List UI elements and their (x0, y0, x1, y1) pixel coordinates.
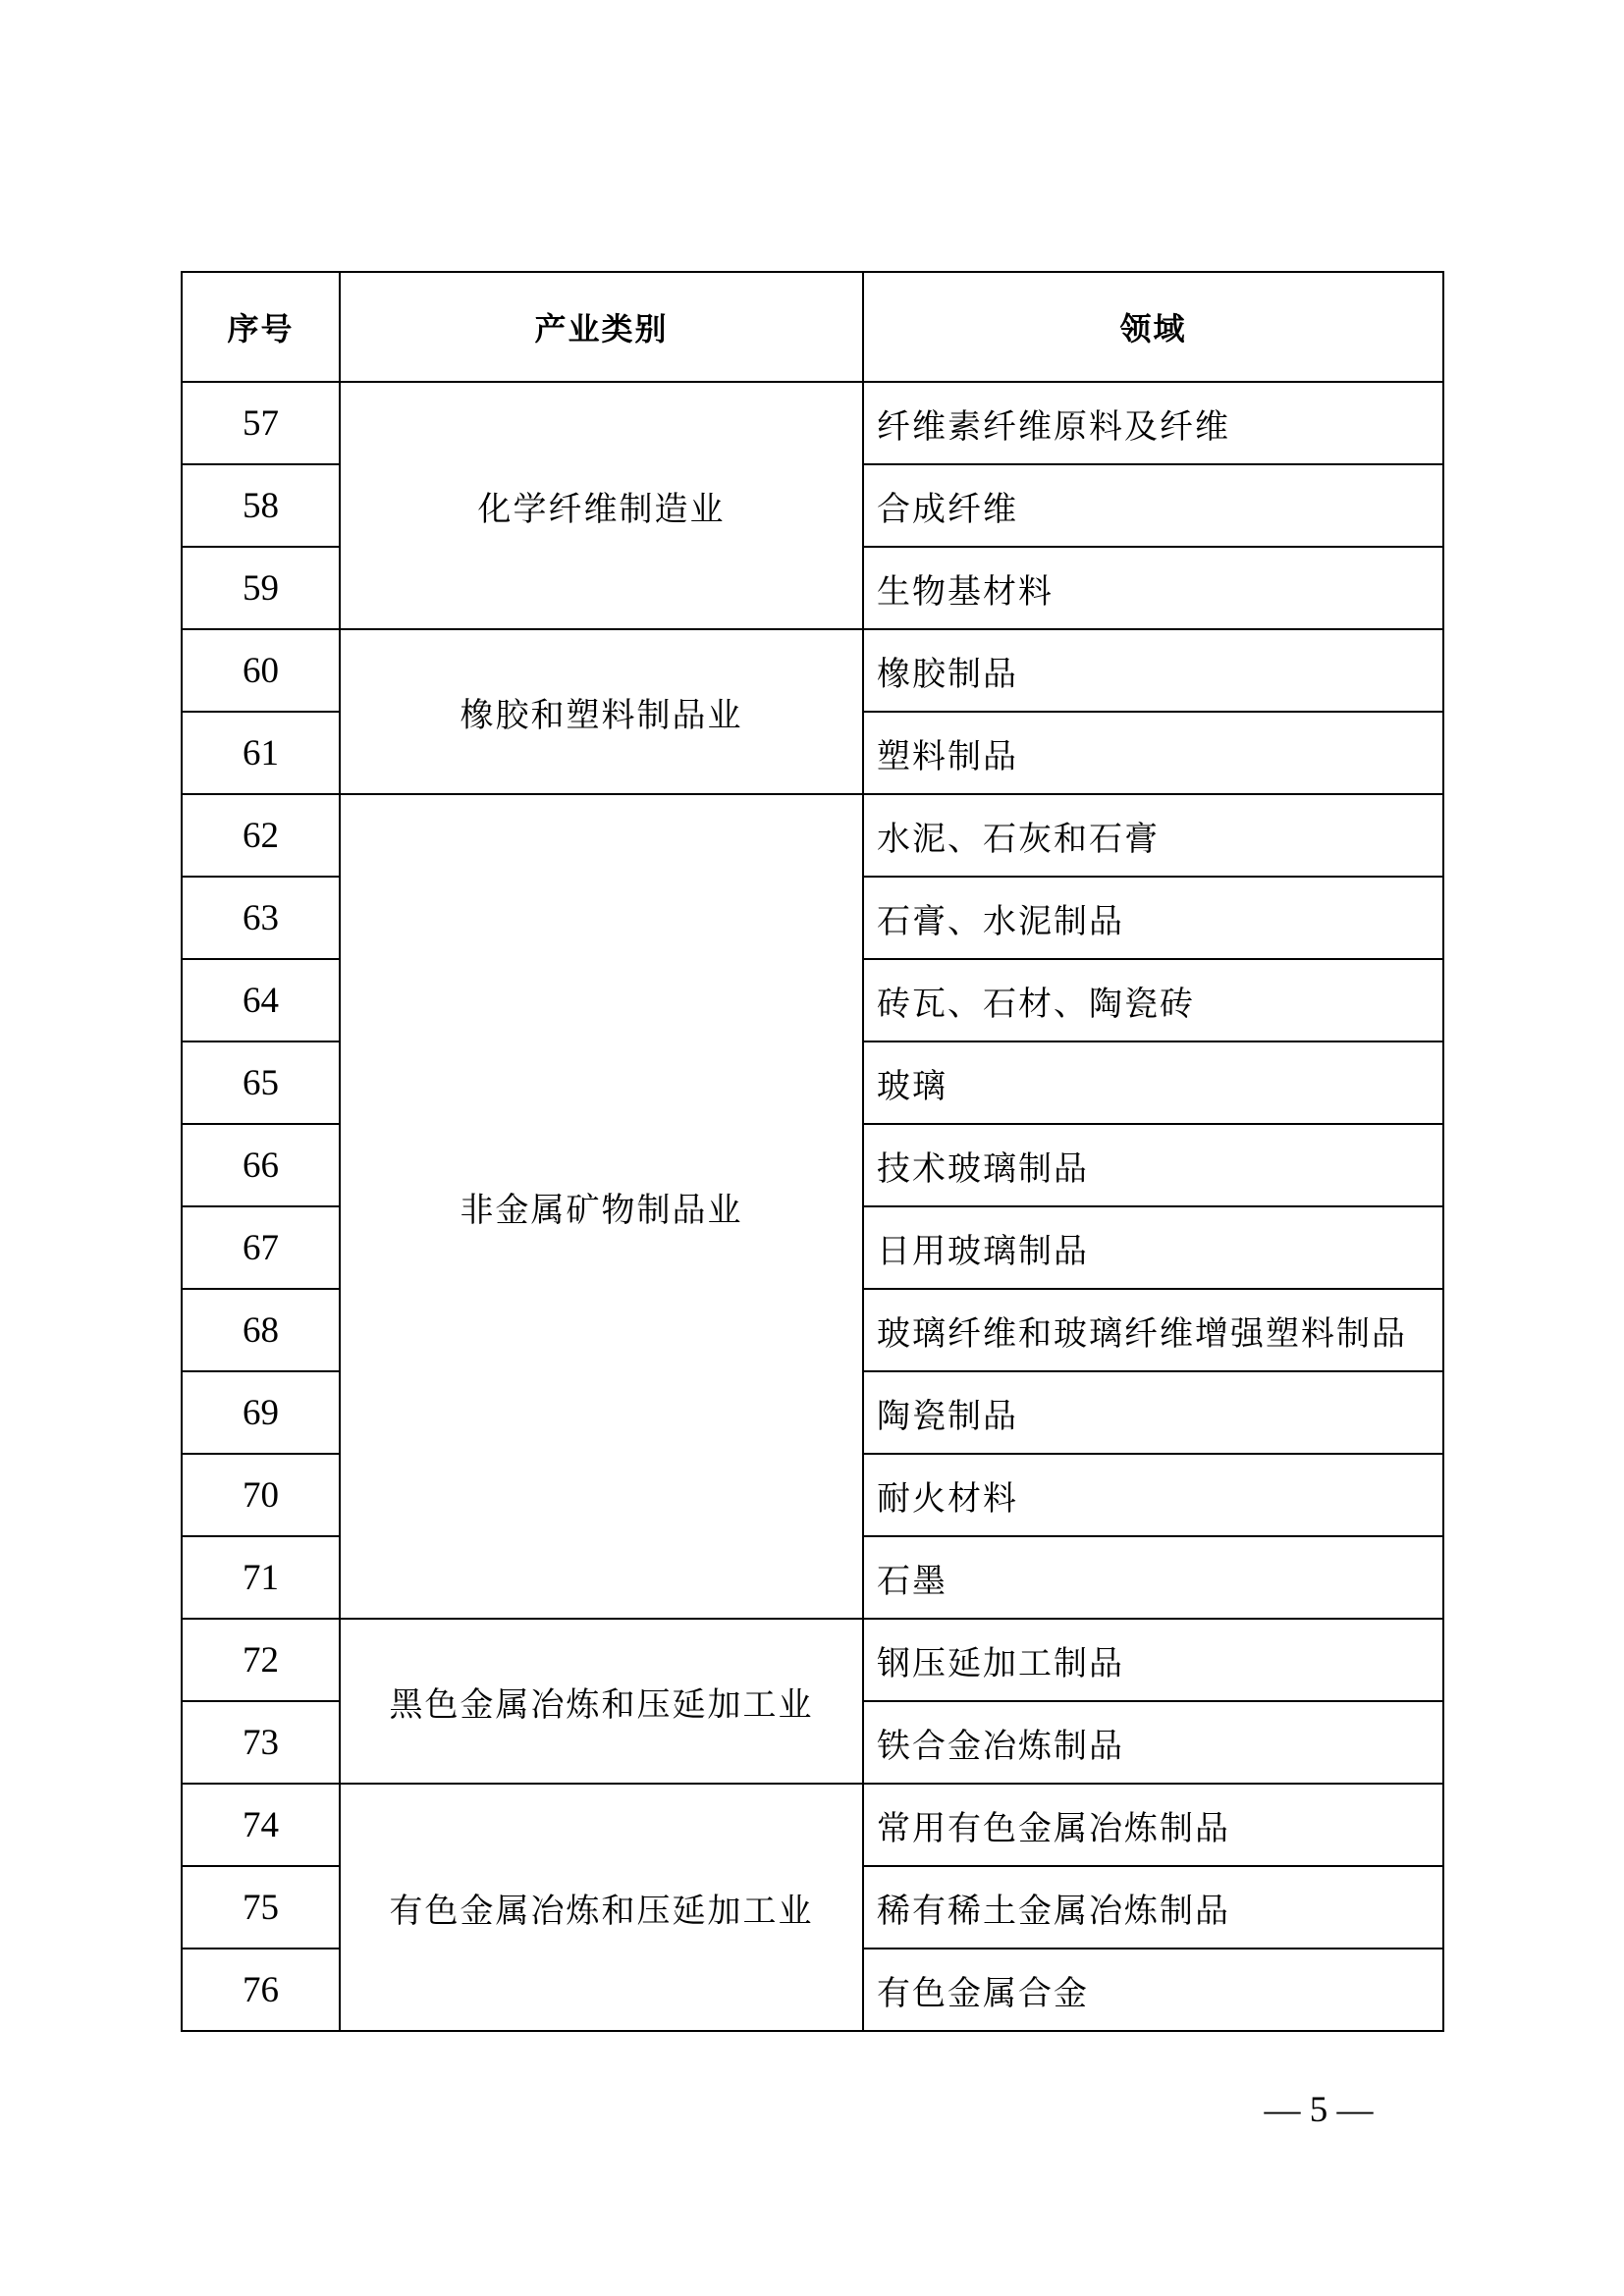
table-row (182, 1784, 1443, 1866)
row-number-cell: 63 (182, 877, 340, 959)
table-row (182, 794, 1443, 877)
field-cell: 玻璃纤维和玻璃纤维增强塑料制品 (863, 1289, 1443, 1371)
field-cell: 技术玻璃制品 (863, 1124, 1443, 1206)
industry-category-table (181, 271, 1444, 2032)
row-number-cell: 64 (182, 959, 340, 1041)
category-cell: 橡胶和塑料制品业 (340, 629, 863, 794)
row-number-cell: 66 (182, 1124, 340, 1206)
field-cell: 水泥、石灰和石膏 (863, 794, 1443, 877)
table-header (182, 272, 1443, 382)
row-number-cell: 67 (182, 1206, 340, 1289)
field-cell: 耐火材料 (863, 1454, 1443, 1536)
row-number-cell: 71 (182, 1536, 340, 1619)
row-number-cell: 62 (182, 794, 340, 877)
field-cell: 纤维素纤维原料及纤维 (863, 382, 1443, 464)
field-cell: 橡胶制品 (863, 629, 1443, 712)
field-cell: 生物基材料 (863, 547, 1443, 629)
row-number-cell: 69 (182, 1371, 340, 1454)
field-cell: 钢压延加工制品 (863, 1619, 1443, 1701)
field-cell: 稀有稀土金属冶炼制品 (863, 1866, 1443, 1949)
field-cell: 玻璃 (863, 1041, 1443, 1124)
row-number-cell: 58 (182, 464, 340, 547)
page-number: — 5 — (1264, 2090, 1374, 2130)
col-header-index: 序号 (182, 272, 340, 382)
field-cell: 石墨 (863, 1536, 1443, 1619)
table-body (182, 382, 1443, 2031)
col-header-category: 产业类别 (340, 272, 863, 382)
category-cell: 非金属矿物制品业 (340, 794, 863, 1619)
table-row (182, 629, 1443, 712)
row-number-cell: 68 (182, 1289, 340, 1371)
row-number-cell: 73 (182, 1701, 340, 1784)
field-cell: 铁合金冶炼制品 (863, 1701, 1443, 1784)
category-cell: 化学纤维制造业 (340, 382, 863, 629)
table-row (182, 1619, 1443, 1701)
category-cell: 有色金属冶炼和压延加工业 (340, 1784, 863, 2031)
field-cell: 有色金属合金 (863, 1949, 1443, 2031)
field-cell: 日用玻璃制品 (863, 1206, 1443, 1289)
field-cell: 砖瓦、石材、陶瓷砖 (863, 959, 1443, 1041)
row-number-cell: 72 (182, 1619, 340, 1701)
field-cell: 石膏、水泥制品 (863, 877, 1443, 959)
row-number-cell: 60 (182, 629, 340, 712)
row-number-cell: 70 (182, 1454, 340, 1536)
row-number-cell: 75 (182, 1866, 340, 1949)
field-cell: 陶瓷制品 (863, 1371, 1443, 1454)
row-number-cell: 65 (182, 1041, 340, 1124)
field-cell: 常用有色金属冶炼制品 (863, 1784, 1443, 1866)
field-cell: 塑料制品 (863, 712, 1443, 794)
table-row (182, 382, 1443, 464)
field-cell: 合成纤维 (863, 464, 1443, 547)
row-number-cell: 74 (182, 1784, 340, 1866)
row-number-cell: 61 (182, 712, 340, 794)
col-header-field: 领域 (863, 272, 1443, 382)
row-number-cell: 59 (182, 547, 340, 629)
row-number-cell: 57 (182, 382, 340, 464)
header-row (182, 272, 1443, 382)
category-cell: 黑色金属冶炼和压延加工业 (340, 1619, 863, 1784)
row-number-cell: 76 (182, 1949, 340, 2031)
